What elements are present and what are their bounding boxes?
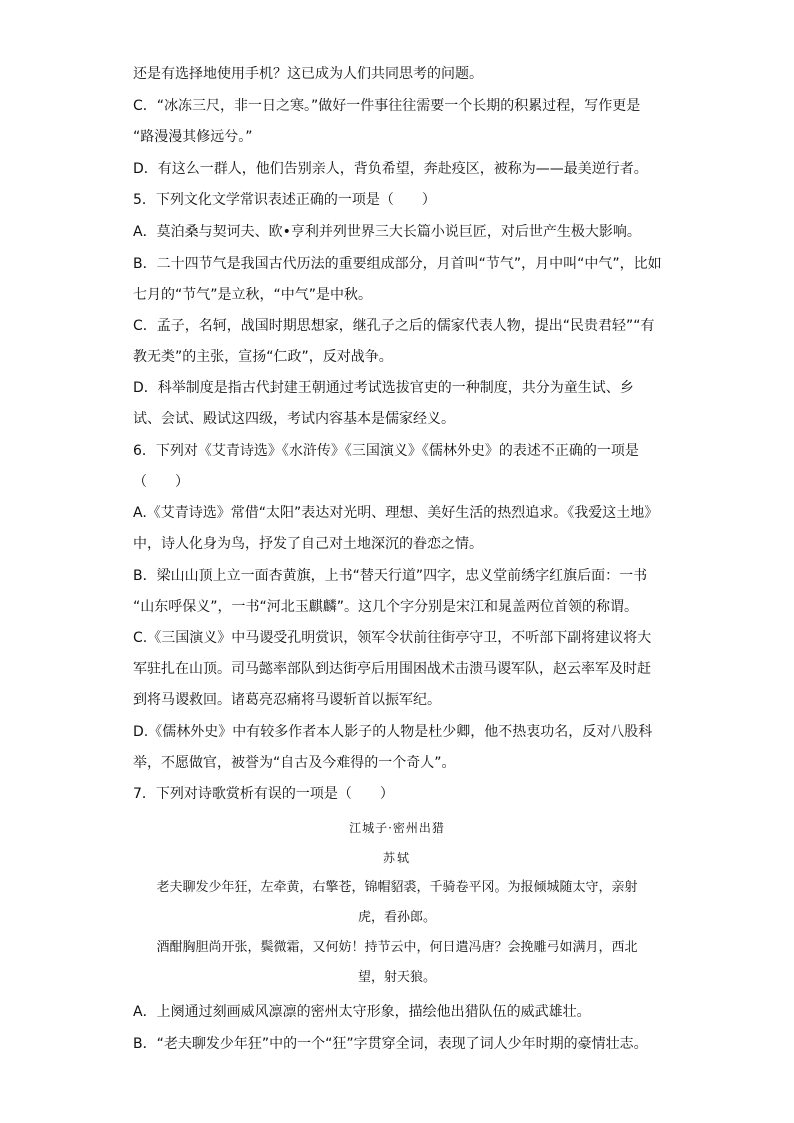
text-line: 到将马谡救回。诸葛亮忍痛将马谡斩首以振军纪。 (133, 692, 441, 708)
text-line: D．有这么一群人，他们告别亲人，背负希望，奔赴疫区，被称为——最美逆行者。 (133, 161, 648, 177)
option-b: B．“老夫聊发少年狂”中的一个“狂”字贯穿全词，表现了词人少年时期的豪情壮志。 (133, 1036, 648, 1052)
option-b: B．梁山山顶上立一面杏黄旗，上书“替天行道”四字，忠义堂前绣字红旗后面：一书 (133, 568, 648, 584)
option-c: C.《三国演义》中马谡受孔明赏识，领军令状前往街亭守卫，不听部下副将建议将大 (133, 630, 652, 646)
text-line: “山东呼保义”，一书“河北玉麒麟”。这几个字分别是宋江和晁盖两位首领的称谓。 (133, 599, 639, 615)
poem-title: 江城子·密州出猎 (349, 821, 445, 835)
option-d: D.《儒林外史》中有较多作者本人影子的人物是杜少卿，他不热衷功名，反对八股科 (133, 724, 653, 740)
text-line: C．“冰冻三尺，非一日之寒。”做好一件事往往需要一个长期的积累过程，写作更是 (133, 98, 641, 114)
text-line: （ ） (133, 474, 189, 490)
option-c: C．孟子，名轲，战国时期思想家，继孔子之后的儒家代表人物，提出“民贵君轻”“有 (133, 318, 655, 334)
option-b: B．二十四节气是我国古代历法的重要组成部分，月首叫“节气”，月中叫“中气”，比如 (133, 256, 662, 272)
option-a: A．上阕通过刻画威风凛凛的密州太守形象，描绘他出猎队伍的威武雄壮。 (133, 1004, 591, 1020)
text-line: 教无类”的主张，宣扬“仁政”，反对战争。 (133, 349, 393, 365)
text-line: 军驻扎在山顶。司马懿率部队到达街亭后用围困战术击溃马谡军队，赵云率军及时赶 (133, 661, 651, 677)
question-6: 6．下列对《艾青诗选》《水浒传》《三国演义》《儒林外史》的表述不正确的一项是 (133, 443, 639, 459)
question-5: 5．下列文化文学常识表述正确的一项是（ ） (133, 192, 436, 208)
text-line: 试、会试、殿试这四级，考试内容基本是儒家经义。 (133, 411, 455, 427)
option-a: A．莫泊桑与契诃夫、欧•亨利并列世界三大长篇小说巨匠，对后世产生极大影响。 (133, 224, 641, 240)
poem-verse: 酒酣胸胆尚开张，鬓微霜，又何妨！持节云中，何日遣冯唐？会挽雕弓如满月，西北 (156, 940, 638, 955)
text-line: “路漫漫其修远兮。” (133, 129, 253, 145)
poem-verse: 虎，看孙郎。 (357, 910, 436, 925)
text-line: 还是有选择地使用手机？这已成为人们共同思考的问题。 (133, 66, 483, 82)
poem-author: 苏轼 (382, 851, 411, 865)
question-7: 7．下列对诗歌赏析有误的一项是（ ） (133, 786, 394, 802)
text-line: 中，诗人化身为鸟，抒发了自己对土地深沉的眷恋之情。 (133, 536, 483, 552)
poem-verse: 望，射天狼。 (357, 970, 436, 985)
text-line: 七月的“节气”是立秋，“中气”是中秋。 (133, 287, 373, 303)
poem-verse: 老夫聊发少年狂，左牵黄，右擎苍，锦帽貂裘，千骑卷平冈。为报倾城随太守，亲射 (156, 880, 638, 895)
text-line: 举，不愿做官，被誉为“自古及今难得的一个奇人”。 (133, 755, 456, 771)
option-a: A.《艾青诗选》常借“太阳”表达对光明、理想、美好生活的热烈追求。《我爱这土地》 (133, 505, 659, 521)
option-d: D．科举制度是指古代封建王朝通过考试选拔官吏的一种制度，共分为童生试、乡 (133, 380, 634, 396)
